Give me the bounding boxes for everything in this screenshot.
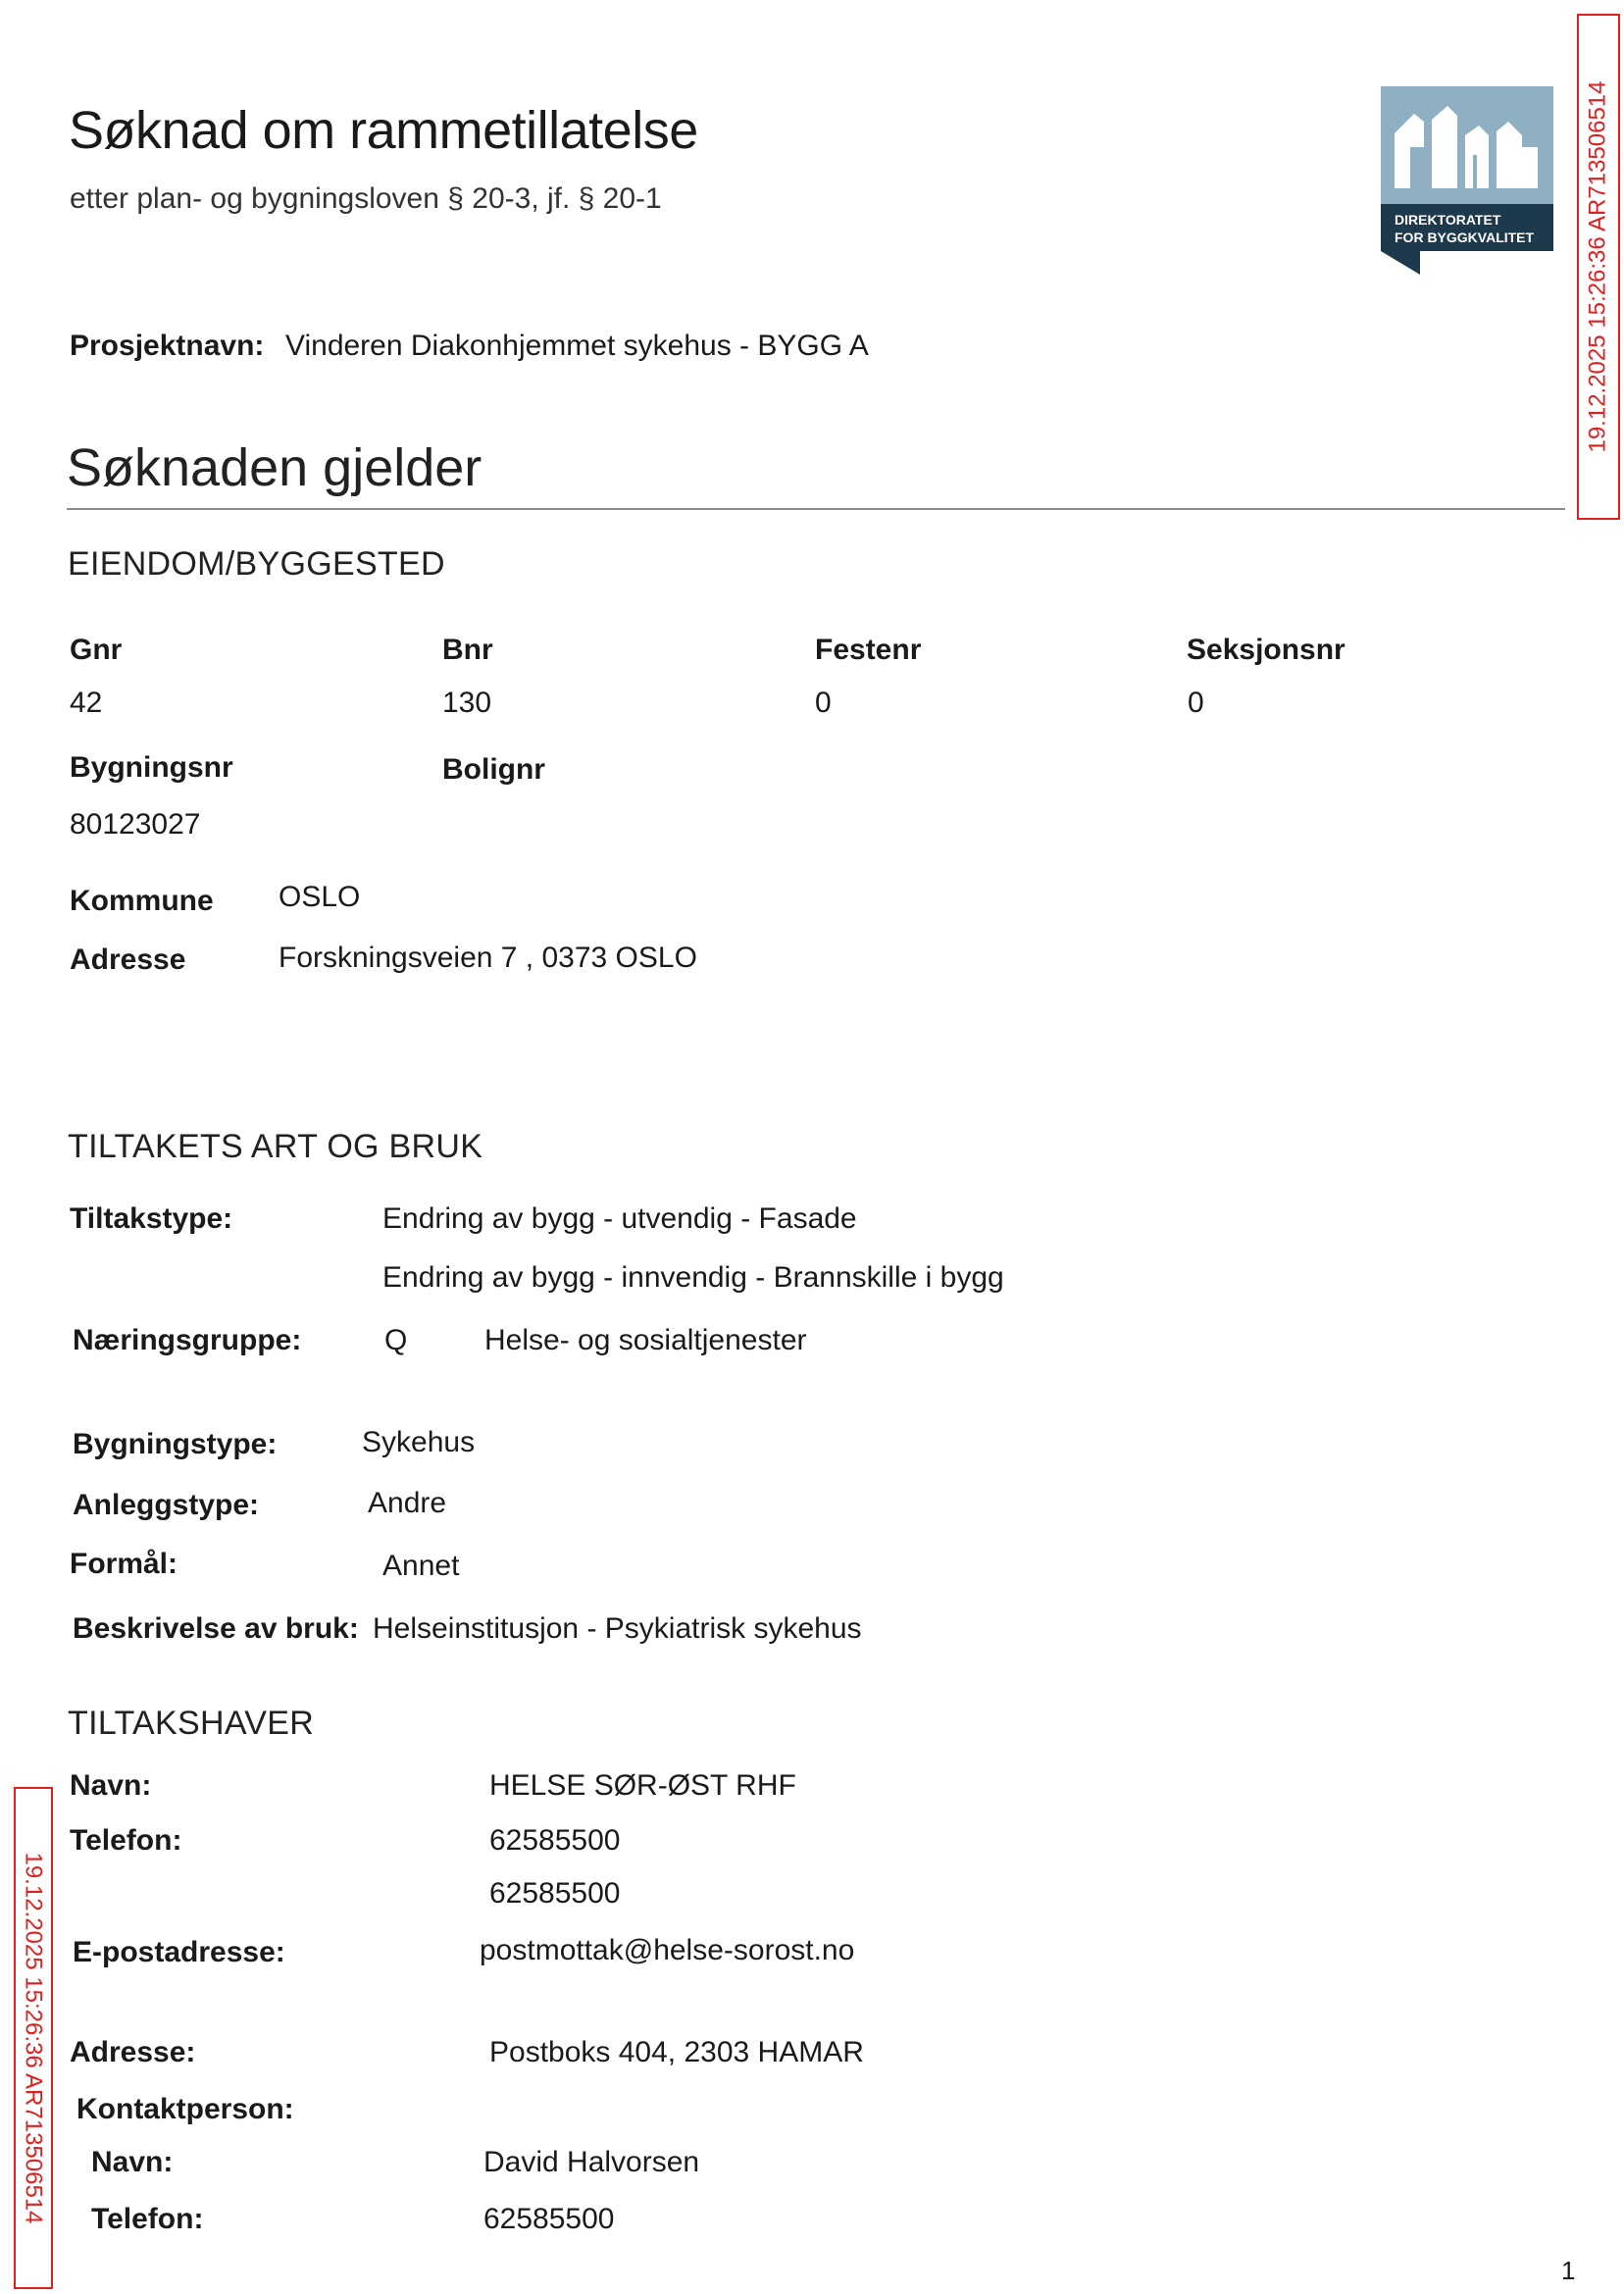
- bygningstype-label: Bygningstype:: [73, 1428, 278, 1460]
- tiltakstype-value: Endring av bygg - innvendig - Brannskille i bygg: [382, 1261, 1004, 1294]
- section-divider: [67, 508, 1565, 510]
- logo-line1: DIREKTORATET: [1395, 212, 1501, 228]
- kontakt-navn-label: Navn:: [91, 2146, 174, 2178]
- applicant-epost-label: E-postadresse:: [73, 1936, 285, 1968]
- applicant-telefon-value: 62585500: [489, 1824, 621, 1857]
- applicant-navn-label: Navn:: [70, 1769, 152, 1802]
- document-subtitle: etter plan- og bygningsloven § 20-3, jf. § 20-1: [70, 182, 662, 215]
- applicant-telefon-label: Telefon:: [70, 1824, 182, 1857]
- festenr-value: 0: [815, 687, 832, 719]
- bruk-label: Beskrivelse av bruk:: [73, 1612, 359, 1645]
- naeringsgruppe-label: Næringsgruppe:: [73, 1324, 302, 1356]
- bnr-value: 130: [442, 687, 492, 719]
- festenr-label: Festenr: [815, 634, 922, 666]
- bolignr-label: Bolignr: [442, 753, 545, 786]
- tiltakstype-value: Endring av bygg - utvendig - Fasade: [382, 1202, 857, 1235]
- kommune-label: Kommune: [70, 885, 214, 917]
- bygningsnr-label: Bygningsnr: [70, 751, 233, 784]
- kontakt-telefon-value: 62585500: [483, 2203, 615, 2235]
- seksjonsnr-label: Seksjonsnr: [1187, 634, 1345, 666]
- kontaktperson-label: Kontaktperson:: [76, 2093, 294, 2125]
- document-title: Søknad om rammetillatelse: [69, 101, 698, 160]
- project-label: Prosjektnavn:: [70, 330, 265, 362]
- applicant-telefon-value: 62585500: [489, 1877, 621, 1910]
- applicant-navn-value: HELSE SØR-ØST RHF: [489, 1769, 796, 1802]
- property-heading: EIENDOM/BYGGESTED: [68, 545, 445, 583]
- kontakt-telefon-label: Telefon:: [91, 2203, 204, 2235]
- gnr-value: 42: [70, 687, 103, 719]
- bruk-value: Helseinstitusjon - Psykiatrisk sykehus: [373, 1612, 862, 1645]
- naeringsgruppe-code: Q: [384, 1324, 408, 1356]
- logo-line2: FOR BYGGKVALITET: [1395, 229, 1535, 245]
- applicant-heading: TILTAKSHAVER: [68, 1705, 315, 1742]
- applicant-adresse-label: Adresse:: [70, 2036, 196, 2068]
- adresse-value: Forskningsveien 7 , 0373 OSLO: [279, 942, 697, 974]
- gnr-label: Gnr: [70, 634, 123, 666]
- applicant-epost-value: postmottak@helse-sorost.no: [480, 1934, 855, 1966]
- applicant-adresse-value: Postboks 404, 2303 HAMAR: [489, 2036, 864, 2068]
- formal-label: Formål:: [70, 1548, 178, 1580]
- bygningstype-value: Sykehus: [362, 1426, 476, 1458]
- project-value: Vinderen Diakonhjemmet sykehus - BYGG A: [285, 330, 869, 362]
- naeringsgruppe-value: Helse- og sosialtjenester: [484, 1324, 807, 1356]
- timestamp-stamp: 19.12.2025 15:26:36 AR713506514: [1577, 14, 1620, 520]
- anleggstype-label: Anleggstype:: [73, 1489, 260, 1521]
- tiltakstype-label: Tiltakstype:: [70, 1202, 233, 1235]
- bygningsnr-value: 80123027: [70, 808, 201, 841]
- kommune-value: OSLO: [279, 881, 361, 913]
- anleggstype-value: Andre: [368, 1487, 447, 1519]
- section-heading: Søknaden gjelder: [67, 438, 482, 497]
- bnr-label: Bnr: [442, 634, 493, 666]
- page-number: 1: [1561, 2256, 1576, 2285]
- timestamp-stamp: 19.12.2025 15:26:36 AR713506514: [14, 1787, 53, 2289]
- measure-heading: TILTAKETS ART OG BRUK: [68, 1128, 483, 1165]
- formal-value: Annet: [382, 1550, 460, 1582]
- kontakt-navn-value: David Halvorsen: [483, 2146, 700, 2178]
- dibk-logo: [1381, 86, 1553, 275]
- seksjonsnr-value: 0: [1188, 687, 1204, 719]
- adresse-label: Adresse: [70, 943, 186, 976]
